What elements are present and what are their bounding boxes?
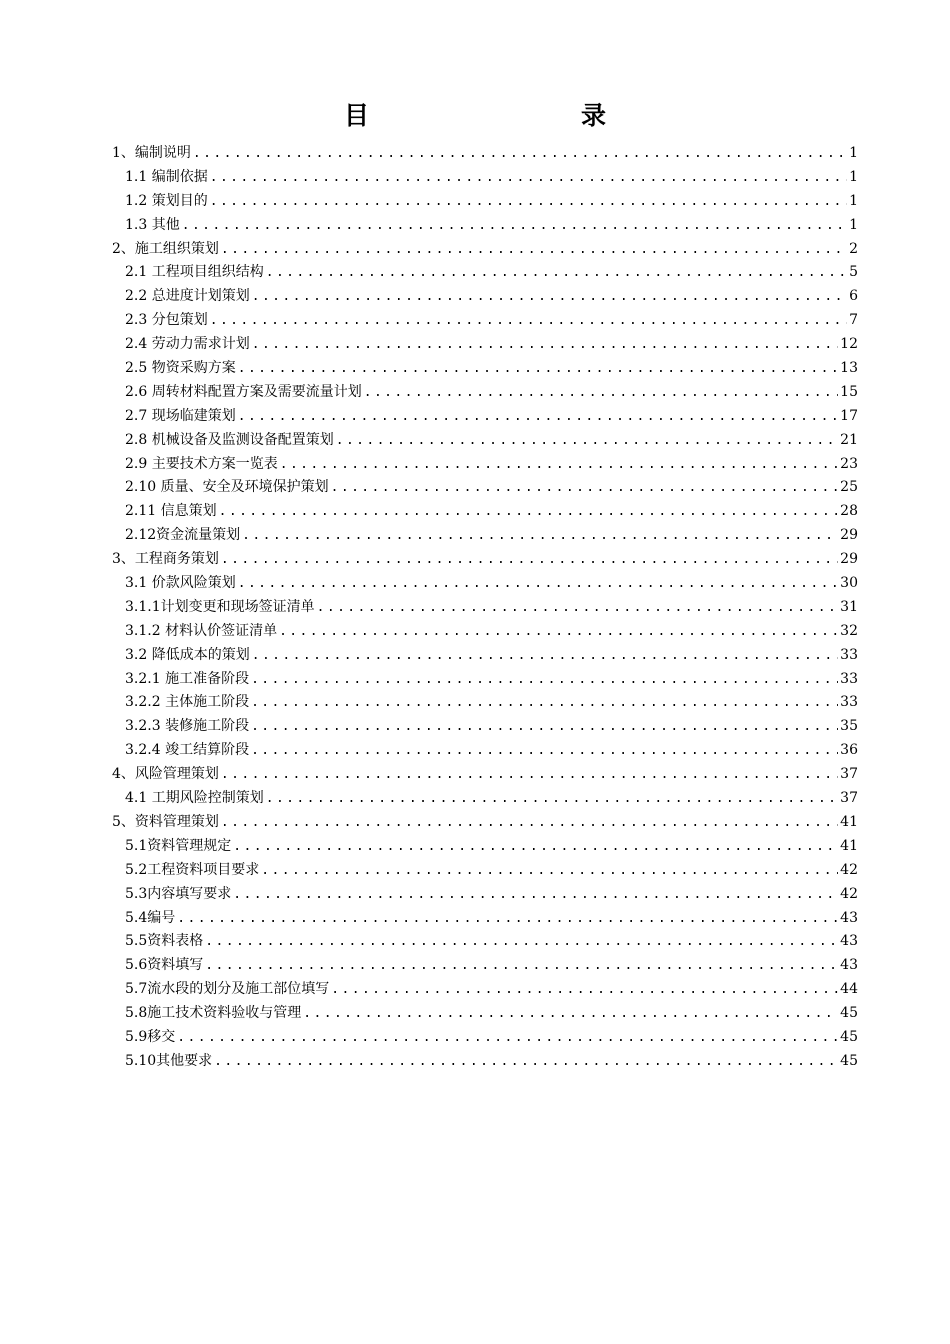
- toc-entry[interactable]: [0, 691, 858, 715]
- toc-entry-page-number: 42: [840, 885, 858, 902]
- toc-entry-label: 2.5 物资采购方案: [125, 360, 236, 377]
- toc-entry-label: 5.8施工技术资料验收与管理: [125, 1005, 302, 1022]
- toc-entry-page-number: 7: [849, 312, 858, 329]
- toc-entry-label: 2.11 信息策划: [125, 503, 217, 520]
- toc-entry-label: 5.10其他要求: [125, 1052, 213, 1069]
- toc-entry-page-number: 43: [840, 909, 858, 926]
- toc-entry-page-number: 17: [840, 407, 858, 424]
- toc-dot-leader: [177, 1026, 838, 1050]
- toc-entry-label: 3.2.4 竣工结算阶段: [125, 742, 250, 759]
- toc-entry-label: 1、编制说明: [112, 145, 191, 161]
- toc-entry[interactable]: [0, 978, 858, 1002]
- toc-entry[interactable]: [0, 954, 858, 978]
- toc-dot-leader: [177, 907, 838, 931]
- toc-entry[interactable]: [0, 357, 858, 381]
- toc-dot-leader: [317, 596, 839, 620]
- toc-entry[interactable]: [0, 261, 858, 285]
- toc-dot-leader: [221, 811, 838, 835]
- toc-entry[interactable]: [0, 524, 858, 548]
- toc-entry-page-number: 41: [840, 837, 858, 854]
- toc-entry-page-number: 41: [840, 813, 858, 830]
- toc-entry-page-number: 1: [849, 192, 858, 209]
- toc-entry-label: 5.3内容填写要求: [125, 885, 232, 902]
- toc-dot-leader: [205, 930, 838, 954]
- toc-dot-leader: [266, 787, 838, 811]
- toc-dot-leader: [331, 978, 838, 1002]
- toc-entry-page-number: 33: [840, 694, 858, 711]
- toc-entry[interactable]: [0, 835, 858, 859]
- toc-entry-label: 3.2 降低成本的策划: [125, 646, 250, 663]
- toc-entry[interactable]: [0, 572, 858, 596]
- toc-dot-leader: [261, 859, 838, 883]
- toc-entry-page-number: 28: [840, 503, 858, 520]
- toc-dot-leader: [280, 453, 838, 477]
- toc-entry-label: 5.6资料填写: [125, 957, 204, 974]
- toc-dot-leader: [279, 620, 838, 644]
- toc-entry-page-number: 44: [840, 981, 858, 998]
- toc-entry-page-number: 23: [840, 455, 858, 472]
- toc-entry[interactable]: [0, 859, 858, 883]
- toc-entry-page-number: 1: [849, 216, 858, 233]
- toc-entry-label: 5.2工程资料项目要求: [125, 861, 260, 878]
- toc-dot-leader: [331, 476, 839, 500]
- toc-entry-label: 3.1.2 材料认价签证清单: [125, 622, 278, 639]
- toc-entry-page-number: 1: [849, 168, 858, 185]
- toc-entry-page-number: 45: [840, 1052, 858, 1069]
- toc-entry[interactable]: [0, 548, 858, 572]
- toc-dot-leader: [221, 238, 847, 262]
- toc-entry-label: 3.2.2 主体施工阶段: [125, 694, 250, 711]
- toc-entry-page-number: 35: [840, 718, 858, 735]
- toc-dot-leader: [303, 1002, 838, 1026]
- toc-dot-leader: [251, 715, 838, 739]
- toc-entry-label: 2、施工组织策划: [112, 240, 219, 257]
- toc-dot-leader: [251, 739, 838, 763]
- toc-entry-label: 2.10 质量、安全及环境保护策划: [125, 479, 329, 496]
- toc-entry[interactable]: [0, 333, 858, 357]
- toc-dot-leader: [233, 883, 838, 907]
- toc-dot-leader: [238, 357, 838, 381]
- toc-dot-leader: [252, 644, 838, 668]
- toc-dot-leader: [193, 142, 847, 166]
- toc-dot-leader: [221, 548, 838, 572]
- toc-entry-page-number: 2: [849, 240, 858, 257]
- toc-entry[interactable]: [0, 500, 858, 524]
- toc-entry-page-number: 15: [840, 383, 858, 400]
- toc-entry-page-number: 29: [840, 527, 858, 544]
- toc-dot-leader: [205, 954, 838, 978]
- toc-entry-label: 2.8 机械设备及监测设备配置策划: [125, 431, 334, 448]
- toc-entry-page-number: 31: [840, 598, 858, 615]
- toc-entry[interactable]: [0, 309, 858, 333]
- toc-dot-leader: [221, 763, 838, 787]
- toc-entry-label: 5.4编号: [125, 909, 176, 926]
- toc-entry-page-number: 1: [849, 145, 858, 161]
- toc-dot-leader: [251, 691, 838, 715]
- toc-entry[interactable]: [0, 429, 858, 453]
- toc-dot-leader: [252, 333, 838, 357]
- toc-dot-leader: [252, 285, 847, 309]
- toc-dot-leader: [210, 309, 847, 333]
- toc-dot-leader: [214, 1050, 838, 1074]
- toc-entry-page-number: 45: [840, 1005, 858, 1022]
- toc-dot-leader: [210, 190, 847, 214]
- toc-entry[interactable]: [0, 907, 858, 931]
- toc-entry[interactable]: [0, 739, 858, 763]
- toc-entry[interactable]: [0, 381, 858, 405]
- toc-entry-page-number: 42: [840, 861, 858, 878]
- toc-entry-label: 5.7流水段的划分及施工部位填写: [125, 981, 330, 998]
- toc-entry[interactable]: [0, 405, 858, 429]
- toc-entry-label: 4、风险管理策划: [112, 766, 219, 783]
- toc-entry[interactable]: [0, 763, 858, 787]
- toc-entry[interactable]: [0, 668, 858, 692]
- toc-dot-leader: [182, 214, 847, 238]
- toc-entry-label: 3.1 价款风险策划: [125, 575, 236, 592]
- toc-entry-label: 1.3 其他: [125, 216, 180, 233]
- toc-entry-label: 5.5资料表格: [125, 933, 204, 950]
- toc-entry[interactable]: [0, 1026, 858, 1050]
- toc-entry-label: 2.12资金流量策划: [125, 527, 241, 544]
- toc-entry-page-number: 43: [840, 957, 858, 974]
- toc-entry-page-number: 5: [849, 264, 858, 281]
- toc-entry-page-number: 37: [840, 790, 858, 807]
- toc-entry[interactable]: [0, 620, 858, 644]
- toc-entry-label: 3、工程商务策划: [112, 551, 219, 568]
- toc-entry[interactable]: [0, 930, 858, 954]
- toc-entry-page-number: 33: [840, 646, 858, 663]
- toc-entry-label: 4.1 工期风险控制策划: [125, 790, 264, 807]
- toc-entry-label: 5、资料管理策划: [112, 813, 219, 830]
- toc-entry[interactable]: [0, 644, 858, 668]
- toc-entry[interactable]: [0, 787, 858, 811]
- toc-entry-page-number: 6: [849, 288, 858, 305]
- toc-entry-label: 3.2.1 施工准备阶段: [125, 670, 250, 687]
- toc-entry-page-number: 36: [840, 742, 858, 759]
- toc-entry-page-number: 30: [840, 575, 858, 592]
- toc-entry-label: 2.4 劳动力需求计划: [125, 336, 250, 353]
- toc-entry-page-number: 43: [840, 933, 858, 950]
- toc-entry-label: 2.1 工程项目组织结构: [125, 264, 264, 281]
- toc-entry-label: 2.7 现场临建策划: [125, 407, 236, 424]
- toc-entry[interactable]: [0, 596, 858, 620]
- toc-entry-page-number: 32: [840, 622, 858, 639]
- toc-entry[interactable]: [0, 238, 858, 262]
- toc-entry-label: 2.9 主要技术方案一览表: [125, 455, 278, 472]
- toc-dot-leader: [364, 381, 838, 405]
- toc-entry[interactable]: [0, 476, 858, 500]
- toc-dot-leader: [336, 429, 838, 453]
- toc-entry[interactable]: [0, 142, 858, 166]
- toc-entry-label: 1.2 策划目的: [125, 192, 208, 209]
- toc-dot-leader: [219, 500, 839, 524]
- toc-entry-label: 2.3 分包策划: [125, 312, 208, 329]
- toc-entry[interactable]: [0, 1050, 858, 1074]
- toc-entry[interactable]: [0, 811, 858, 835]
- toc-entry[interactable]: [0, 715, 858, 739]
- toc-entry[interactable]: [0, 214, 858, 238]
- toc-entry[interactable]: [0, 883, 858, 907]
- toc-entry-page-number: 21: [840, 431, 858, 448]
- toc-entry-page-number: 45: [840, 1028, 858, 1045]
- toc-entry-page-number: 37: [840, 766, 858, 783]
- page-title: 目 录: [343, 101, 660, 130]
- toc-entry-page-number: 12: [840, 336, 858, 353]
- toc-entry[interactable]: [0, 285, 858, 309]
- toc-entry-label: 5.9移交: [125, 1028, 176, 1045]
- toc-entry[interactable]: [0, 166, 858, 190]
- toc-entry-page-number: 13: [840, 360, 858, 377]
- toc-entry[interactable]: [0, 1002, 858, 1026]
- toc-entry-label: 1.1 编制依据: [125, 168, 208, 185]
- toc-dot-leader: [251, 668, 838, 692]
- toc-dot-leader: [238, 405, 838, 429]
- toc-entry-page-number: 33: [840, 670, 858, 687]
- toc-dot-leader: [238, 572, 838, 596]
- toc-entry-label: 2.2 总进度计划策划: [125, 288, 250, 305]
- toc-entry-page-number: 29: [840, 551, 858, 568]
- toc-entry-label: 3.1.1计划变更和现场签证清单: [125, 598, 315, 615]
- toc-entry-label: 5.1资料管理规定: [125, 837, 232, 854]
- toc-dot-leader: [242, 524, 838, 548]
- toc-entry-label: 2.6 周转材料配置方案及需要流量计划: [125, 383, 362, 400]
- toc-dot-leader: [210, 166, 847, 190]
- toc-entry[interactable]: [0, 190, 858, 214]
- toc-dot-leader: [233, 835, 838, 859]
- toc-entry-label: 3.2.3 装修施工阶段: [125, 718, 250, 735]
- table-of-contents: [0, 142, 950, 1074]
- toc-entry[interactable]: [0, 453, 858, 477]
- toc-dot-leader: [266, 261, 847, 285]
- toc-entry-page-number: 25: [840, 479, 858, 496]
